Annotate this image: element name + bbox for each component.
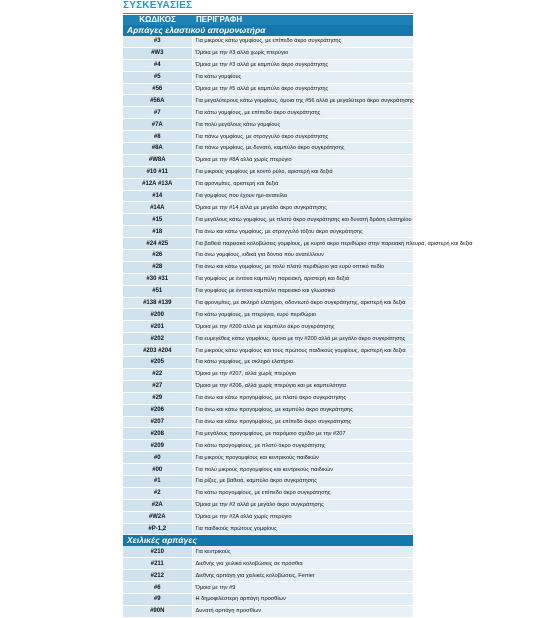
- clamp-code: #207: [123, 416, 192, 428]
- clamp-code: #14: [123, 190, 192, 202]
- clamp-description: Για ρίζες, με βαθειά, καμπύλο άκρο συγκράτησης: [192, 475, 413, 487]
- clamp-description: Για κάτω γομφίους, με σκληρό ελατήριο: [192, 357, 413, 369]
- section-header: [123, 535, 413, 547]
- table-row: [123, 404, 413, 416]
- clamp-code: #51: [123, 285, 192, 297]
- clamp-code: #208: [123, 428, 192, 440]
- table-row: [123, 333, 413, 345]
- clamp-code: #209: [123, 440, 192, 452]
- clamp-code: #2A: [123, 499, 192, 511]
- clamp-description: Όμοια με την #14 αλλά με μεγάλο άκρο συγκράτησης: [192, 202, 413, 214]
- clamp-code: #W8A: [123, 154, 192, 166]
- clamp-code: #27: [123, 380, 192, 392]
- table-row: [123, 523, 413, 535]
- table-row: [123, 190, 413, 202]
- clamp-description: Όμοια με την #3 αλλά με καμπύλο άκρο συγκράτησης: [192, 59, 413, 71]
- table-row: [123, 309, 413, 321]
- clamp-description: Για βαθειά παρειακά κολοβώσεις γομφίους, με κυρτό ακρο περιθώριο στην παρειακή πλευρά, αριστερή και δεξιά: [192, 238, 413, 250]
- clamp-description: Για πολύ μεγάλους κάτω γομφίους: [192, 119, 413, 131]
- clamp-description: Όμοια με την #206, αλλά χωρίς πτερύγιο και με καμπυλότητα: [192, 380, 413, 392]
- clamp-code: #14A: [123, 202, 192, 214]
- clamp-code: #12A #13A: [123, 178, 192, 190]
- clamp-code: #3: [123, 36, 192, 47]
- clamp-description: Για άνω γομφίους, ειδικά για δόντια που ανατέλλουν: [192, 250, 413, 262]
- clamp-description: Για άνω και κάτω γομφίους, με στρογγυλό τόξου άκρο συγκράτησης: [192, 226, 413, 238]
- clamp-description: Όμοια με την #2 αλλά με μεγάλο άκρο συγκράτησης: [192, 499, 413, 511]
- clamp-description: Για άνω και κάτω προγομφίους, με επίπεδο άκρο συγκράτησης: [192, 416, 413, 428]
- clamp-description: Όμοια με την #200 αλλά με καμπύλο άκρο συγκράτησης: [192, 321, 413, 333]
- table-row: [123, 464, 413, 476]
- clamp-description: Για γομφίους με έντονα καμπύλο παρειακό και γλωσσικό: [192, 285, 413, 297]
- clamp-code: #138 #139: [123, 297, 192, 309]
- clamp-description: Για μεγαλύτερους κάτω γομφίους, όμοια της #56 αλλά με μεγαλύτερο άκρο συγκράτησης: [192, 95, 413, 107]
- clamp-description: Για κάτω γομφίους, με επίπεδο άκρο συγκράτησης: [192, 107, 413, 119]
- table-row: [123, 285, 413, 297]
- clamp-code: #00: [123, 464, 192, 476]
- table-row: [123, 593, 413, 605]
- clamp-code: #202: [123, 333, 192, 345]
- clamp-description: Για φρονιμίτες, αριστερή και δεξιά: [192, 178, 413, 190]
- clamp-code: #P-1,2: [123, 523, 192, 535]
- table-row: [123, 380, 413, 392]
- table-row: [123, 250, 413, 262]
- column-header-description: ΠΕΡΙΓΡΑΦΗ: [192, 15, 413, 25]
- clamp-code: #206: [123, 404, 192, 416]
- table-row: [123, 36, 413, 47]
- clamp-code: #18: [123, 226, 192, 238]
- clamp-description: Όμοια με την #9: [192, 582, 413, 594]
- clamp-description: Διεθνής για χειλικά κολοβώσεις σε πρόσθια: [192, 558, 413, 570]
- clamp-description: Για κάτω γομφίους, με πτερύγια, ευρύ περιθώριο: [192, 309, 413, 321]
- clamp-description: Για κάτω γομφίους: [192, 71, 413, 83]
- section-title: Αρπάγες ελαστικού απομονωτήρα: [123, 25, 413, 36]
- section-header: [123, 25, 413, 36]
- table-row: [123, 582, 413, 594]
- table-row: [123, 214, 413, 226]
- table-row: [123, 95, 413, 107]
- table-row: [123, 368, 413, 380]
- clamp-description: Για μικρούς κάτω γομφίους, με επίπεδο άκρο συγκράτησης: [192, 36, 413, 47]
- clamp-code: #56A: [123, 95, 192, 107]
- table-row: [123, 238, 413, 250]
- clamp-code: #29: [123, 392, 192, 404]
- table-row: [123, 475, 413, 487]
- table-header: [123, 15, 413, 25]
- title-divider: [123, 13, 413, 14]
- table-row: [123, 546, 413, 557]
- table-row: [123, 499, 413, 511]
- clamp-description: Για μικρούς προγομφίους και κεντρικούς παιδικών: [192, 452, 413, 464]
- clamp-code: #212: [123, 570, 192, 582]
- table-row: [123, 273, 413, 285]
- table-row: [123, 143, 413, 155]
- page-title: ΣΥΣΚΕΥΑΣΙΕΣ: [123, 0, 193, 11]
- clamp-code: #201: [123, 321, 192, 333]
- clamp-description: Για κάτω προγομφίους, με πλατύ άκρο συγκράτησης: [192, 440, 413, 452]
- table-row: [123, 428, 413, 440]
- clamp-description: Για άνω και κάτω προγομφίους, με καμπύλο άκρο συγκράτησης: [192, 404, 413, 416]
- table-row: [123, 83, 413, 95]
- table-row: [123, 416, 413, 428]
- table-row: [123, 440, 413, 452]
- clamp-code: #5: [123, 71, 192, 83]
- clamp-code: #30 #31: [123, 273, 192, 285]
- clamp-code: #7A: [123, 119, 192, 131]
- clamp-code: #15: [123, 214, 192, 226]
- clamp-description: Για άνω και κάτω γομφίους, με πολύ πλατύ περιθώριο για ευρύ οπτικό πεδίο: [192, 261, 413, 273]
- clamp-description: Για κάτω προγομφίους, με επίπεδο άκρο συγκράτησης: [192, 487, 413, 499]
- table-row: [123, 178, 413, 190]
- clamp-code: #22: [123, 368, 192, 380]
- clamp-code: #205: [123, 357, 192, 369]
- table-row: [123, 345, 413, 357]
- clamp-description: Η δημοφιλέστερη αρπάγη προσθίων: [192, 593, 413, 605]
- table-row: [123, 392, 413, 404]
- clamp-description: Για πάνω γομφίους, με δυνατό, καμπύλο άκρο συγκράτησης: [192, 143, 413, 155]
- column-header-code: ΚΩΔΙΚΟΣ: [123, 15, 192, 25]
- clamp-code: #28: [123, 261, 192, 273]
- clamp-description: Όμοια με την #5 αλλά με καμπύλο άκρο συγκράτησης: [192, 83, 413, 95]
- clamp-description: Για άνω και κάτω προγομφίους, με πλατύ άκρο συγκράτησης: [192, 392, 413, 404]
- clamp-code: #6: [123, 582, 192, 594]
- clamp-description: Για γομφίους με έντονα καμπύλη παρειακή, αριστερή και δεξιά: [192, 273, 413, 285]
- clamp-code: #0: [123, 452, 192, 464]
- clamp-code: #7: [123, 107, 192, 119]
- clamp-table: [123, 15, 473, 618]
- clamp-code: #2: [123, 487, 192, 499]
- clamp-description: Για πάνω γομφίους, με στρογγυλό άκρο συγκράτησης: [192, 131, 413, 143]
- table-row: [123, 119, 413, 131]
- table-row: [123, 511, 413, 523]
- clamp-code: #24 #25: [123, 238, 192, 250]
- clamp-description: Για μεγάλους προγομφίους, με παρόμοιο σχέδιο με την #207: [192, 428, 413, 440]
- table-row: [123, 558, 413, 570]
- table-row: [123, 59, 413, 71]
- table-row: [123, 297, 413, 309]
- clamp-description: Για παιδικούς πρώτους γομφίους: [192, 523, 413, 535]
- table-row: [123, 452, 413, 464]
- table-body: [123, 15, 473, 617]
- table-row: [123, 166, 413, 178]
- clamp-code: #W2A: [123, 511, 192, 523]
- section-title: Χειλικές αρπάγες: [123, 535, 413, 547]
- clamp-description: Για πολύ μικρούς προγομφίους και κεντρικούς παιδικών: [192, 464, 413, 476]
- table-row: [123, 487, 413, 499]
- clamp-description: Για μικρούς κάτω γομφίους και τους πρώτους παιδικούς γομφίους, αριστερή και δεξιά: [192, 345, 413, 357]
- clamp-code: #4: [123, 59, 192, 71]
- table-row: [123, 605, 413, 617]
- clamp-description: Όμοια με την #3 αλλά χωρίς πτερύγιο: [192, 47, 413, 59]
- table-row: [123, 202, 413, 214]
- clamp-description: Όμοια με την #2A αλλά χωρίς πτερύγιο: [192, 511, 413, 523]
- clamp-description: Για γομφίους που έχουν ημι-ανατείλει: [192, 190, 413, 202]
- clamp-code: #90N: [123, 605, 192, 617]
- clamp-description: Για μεγάλους κάτω γομφίους, με πλατύ άκρο συγκράτησης και δυνατή δράση ελατηρίου: [192, 214, 413, 226]
- table-row: [123, 570, 413, 582]
- clamp-code: #10 #11: [123, 166, 192, 178]
- table-row: [123, 261, 413, 273]
- clamp-code: #211: [123, 558, 192, 570]
- clamp-description: Δυνατή αρπάγη προσθίων: [192, 605, 413, 617]
- clamp-description: Διεθνής αρπάγη για χειλικές κολοβώσεις, Ferrier: [192, 570, 413, 582]
- clamp-description: Όμοια με την #8A αλλά χωρίς πτερύγιο: [192, 154, 413, 166]
- clamp-description: Για φρονιμίτες, με σκληρό ελατήριο, οδοντωτό άκρο συγκράτησης, αριστερή και δεξιά: [192, 297, 413, 309]
- clamp-code: #9: [123, 593, 192, 605]
- table-row: [123, 357, 413, 369]
- clamp-code: #1: [123, 475, 192, 487]
- clamp-code: #8: [123, 131, 192, 143]
- table-row: [123, 47, 413, 59]
- table-row: [123, 131, 413, 143]
- table-row: [123, 71, 413, 83]
- clamp-code: #8A: [123, 143, 192, 155]
- clamp-code: #26: [123, 250, 192, 262]
- clamp-description: Όμοια με την #207, αλλά χωρίς πτερύγιο: [192, 368, 413, 380]
- table-row: [123, 321, 413, 333]
- table-row: [123, 154, 413, 166]
- clamp-description: Για κεντρικούς: [192, 546, 413, 557]
- clamp-code: #200: [123, 309, 192, 321]
- clamp-description: Για μικρούς γομφίους με κοντό ρύλο, αριστερή και δεξιά: [192, 166, 413, 178]
- clamp-code: #210: [123, 546, 192, 557]
- clamp-description: Για ευμεγέθεις κάτω γομφίους, όμοια με την #200 αλλά με μεγάλο άκρο συγκράτησης: [192, 333, 413, 345]
- clamp-code: #W3: [123, 47, 192, 59]
- table-row: [123, 107, 413, 119]
- clamp-code: #56: [123, 83, 192, 95]
- table-row: [123, 226, 413, 238]
- clamp-code: #203 #204: [123, 345, 192, 357]
